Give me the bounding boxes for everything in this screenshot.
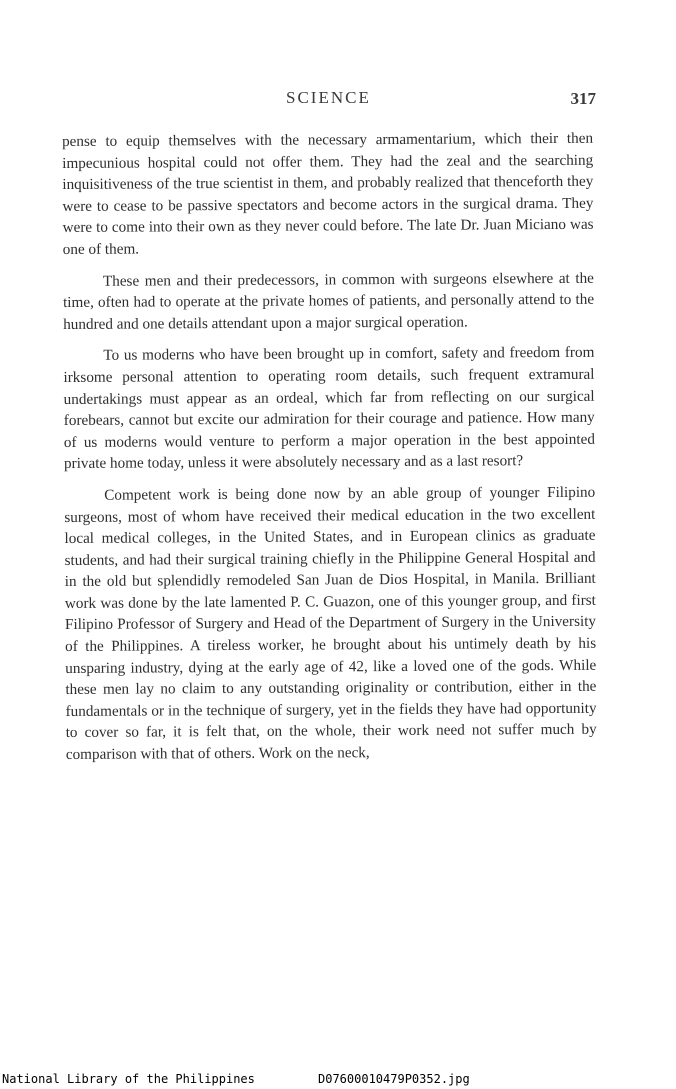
scan-footer	[0, 1069, 676, 1089]
paragraph-2: These men and their predecessors, in common with surgeons elsewhere at the time, often had to operate at the private homes of patients, and personally attend to the hundred and one details attendant upon a major surgical operation.	[62, 269, 595, 333]
running-head	[60, 88, 600, 112]
paragraph-1: pense to equip themselves with the necessary armamentarium, which their then impecunious hospital could not offer them. They had the zeal and the searching inquisitiveness of the true scientist in them, and probably realized that thenceforth they were to cease to be passive spectators and become actors in the surgical drama. They were to come into their own as they never could before. The late Dr. Juan Miciano was one of them.	[62, 129, 594, 258]
paragraph-3: To us moderns who have been brought up in comfort, safety and freedom from irksome personal attention to operating room details, such frequent extramural undertakings must appear as an ordeal, which far from reflecting on our surgical forebears, cannot but excite our admiration for their courage and patience. How many of us moderns would venture to perform a major operation in the best appointed private home today, unless it were absolutely necessary and as a last resort?	[63, 344, 595, 473]
page-number: 317	[570, 89, 596, 108]
paragraph-4: Competent work is being done now by an able group of younger Filipino surgeons, most of whom have received their medical education in the two excellent local medical colleges, in the United States, and in European clinics as graduate students, and had their surgical training chiefly in the Philippine General Hospital and in the old but splendidly remodeled San Juan de Dios Hospital, in Manila. Brilliant work was done by the late lamented P. C. Guazon, one of this younger group, and first Filipino Professor of Surgery and Head of the Department of Surgery in the University of the Philippines. A tireless worker, he brought about his untimely death by his unsparing industry, dying at the early age of 42, like a loved one of the gods. While these men lay no claim to any outstanding originality or contribution, either in the fundamentals or in the technique of surgery, yet in the fields they have had opportunity to cover so far, it is felt that, on the whole, their work need not suffer much by comparison with that of others. Work on the neck,	[64, 483, 597, 764]
library-credit: National Library of the Philippines	[2, 1072, 255, 1086]
image-filename: D07600010479P0352.jpg	[318, 1072, 470, 1086]
article-body	[62, 128, 597, 776]
journal-title: SCIENCE	[286, 88, 371, 107]
